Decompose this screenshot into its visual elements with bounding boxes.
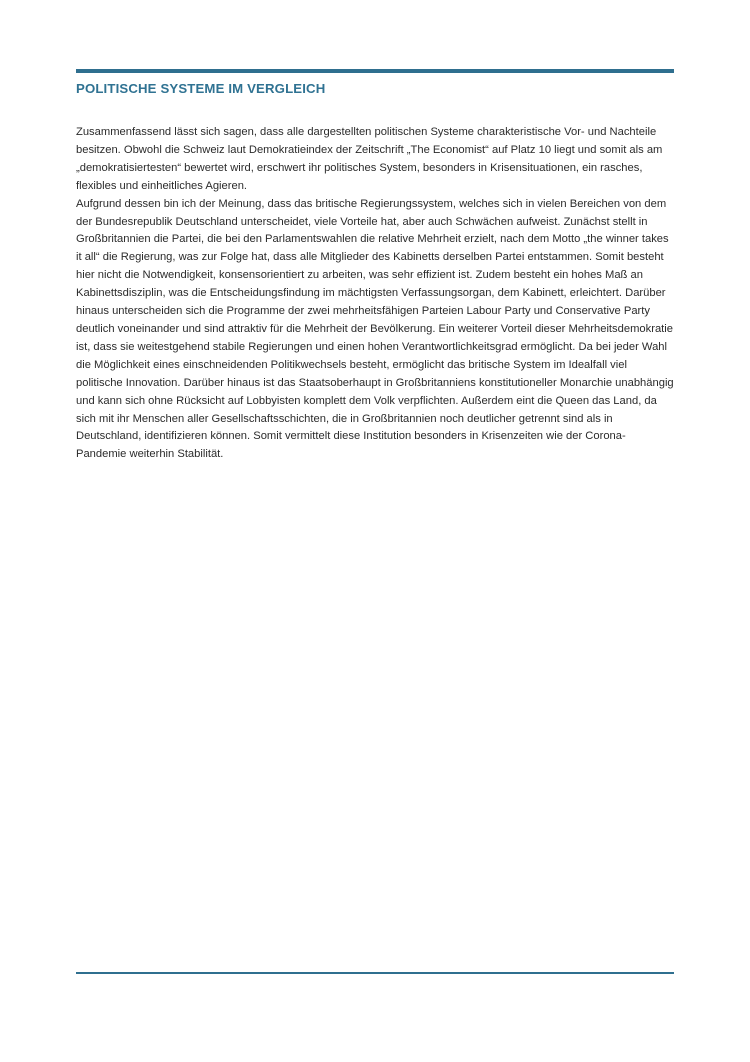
body-text — [76, 124, 674, 464]
paragraph-summary: Zusammenfassend lässt sich sagen, dass alle dargestellten politischen Systeme charakteristische Vor- und Nachteile besitzen. Obwohl die Schweiz laut Demokratieindex der Zeitschrift „The Economist“ auf Platz 10 liegt und somit als am „demokratisiertesten“ bewertet wird, erschwert ihr politisches System, besonders in Krisensituationen, ein rasches, flexibles und einheitliches Agieren. — [76, 126, 663, 192]
page-title: POLITISCHE SYSTEME IM VERGLEICH — [76, 81, 326, 96]
footer-rule — [76, 972, 674, 974]
paragraph-opinion: Aufgrund dessen bin ich der Meinung, dass das britische Regierungssystem, welches sich in vielen Bereichen von dem der Bundesrepublik Deutschland unterscheidet, viele Vorteile hat, aber auch Schwächen aufweist. Zunächst stellt in Großbritannien die Partei, die bei den Parlamentswahlen die relative Mehrheit erzielt, nach dem Motto „the winner takes it all“ die Regierung, was zur Folge hat, dass alle Mitglieder des Kabinetts derselben Partei entstammen. Somit besteht hier nicht die Notwendigkeit, konsensorientiert zu arbeiten, was sehr effizient ist. Zudem besteht ein hohes Maß an Kabinettsdisziplin, was die Entscheidungsfindung im mächtigsten Verfassungsorgan, dem Kabinett, erleichtert. Darüber hinaus unterscheiden sich die Programme der zwei mehrheitsfähigen Parteien Labour Party und Conservative Party deutlich voneinander und sind attraktiv für die Mehrheit der Bevölkerung. Ein weiterer Vorteil dieser Mehrheitsdemokratie ist, dass sie weitestgehend stabile Regierungen und einen hohen Verantwortlichkeitsgrad ermöglicht. Da bei jeder Wahl die Möglichkeit eines einschneidenden Politikwechsels besteht, ermöglicht das britische System im Idealfall viel politische Innovation. Darüber hinaus ist das Staatsoberhaupt in Großbritanniens konstitutioneller Monarchie unabhängig und kann sich ohne Rücksicht auf Lobbyisten komplett dem Volk verpflichten. Außerdem eint die Queen das Land, da sich mit ihr Menschen aller Gesellschaftsschichten, die in Großbritannien noch deutlicher getrennt sind als in Deutschland, identifizieren können. Somit vermittelt diese Institution besonders in Krisenzeiten wie der Corona-Pandemie weiterhin Stabilität. — [76, 197, 674, 461]
header-rule — [76, 69, 674, 73]
